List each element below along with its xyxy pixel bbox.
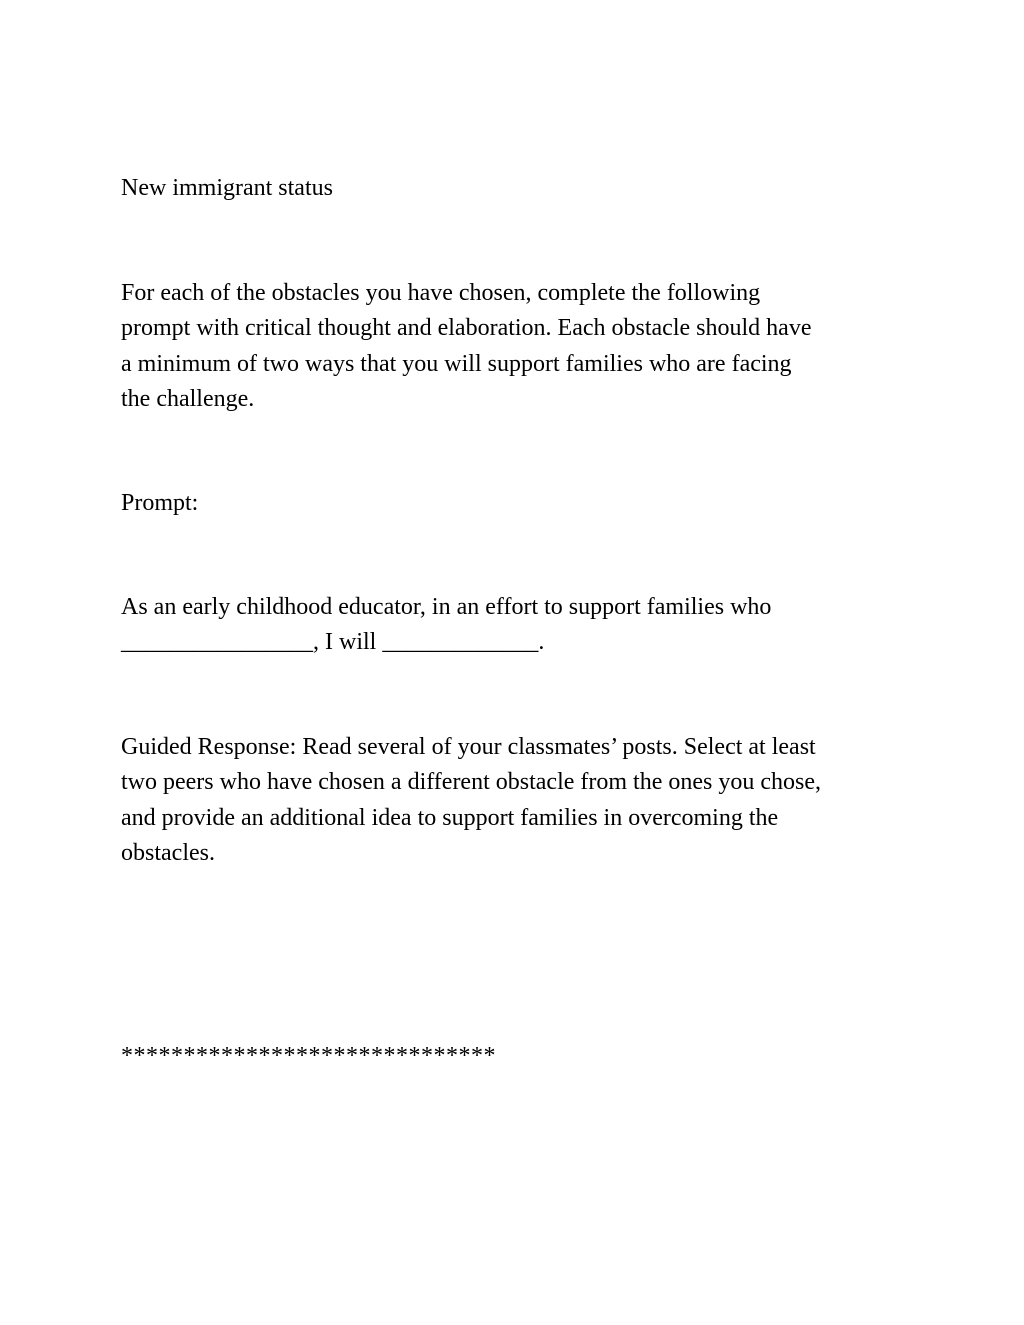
guided-response-line: obstacles. xyxy=(121,839,215,866)
instructions-paragraph xyxy=(121,276,921,417)
prompt-line: As an early childhood educator, in an effort to support families who xyxy=(121,594,772,620)
guided-response-paragraph xyxy=(121,730,921,871)
guided-response-line: and provide an additional idea to support families in overcoming the xyxy=(121,804,779,831)
asterisk-separator xyxy=(121,1039,921,1074)
instructions-line: For each of the obstacles you have chosen, complete the following xyxy=(121,280,761,306)
instructions-line: prompt with critical thought and elaboration. Each obstacle should have xyxy=(121,315,812,342)
separator-line: ****************************** xyxy=(121,1043,496,1069)
prompt-label-line: Prompt: xyxy=(121,490,199,516)
instructions-line: a minimum of two ways that you will support families who are facing xyxy=(121,350,792,377)
instructions-line: the challenge. xyxy=(121,385,255,412)
prompt-line: ________________, I will _____________. xyxy=(121,629,545,656)
heading-line: New immigrant status xyxy=(121,175,333,201)
guided-response-line: Guided Response: Read several of your classmates’ posts. Select at least xyxy=(121,734,816,760)
prompt-paragraph xyxy=(121,590,921,661)
prompt-label xyxy=(121,486,921,521)
section-heading xyxy=(121,171,921,206)
guided-response-line: two peers who have chosen a different obstacle from the ones you chose, xyxy=(121,769,821,796)
